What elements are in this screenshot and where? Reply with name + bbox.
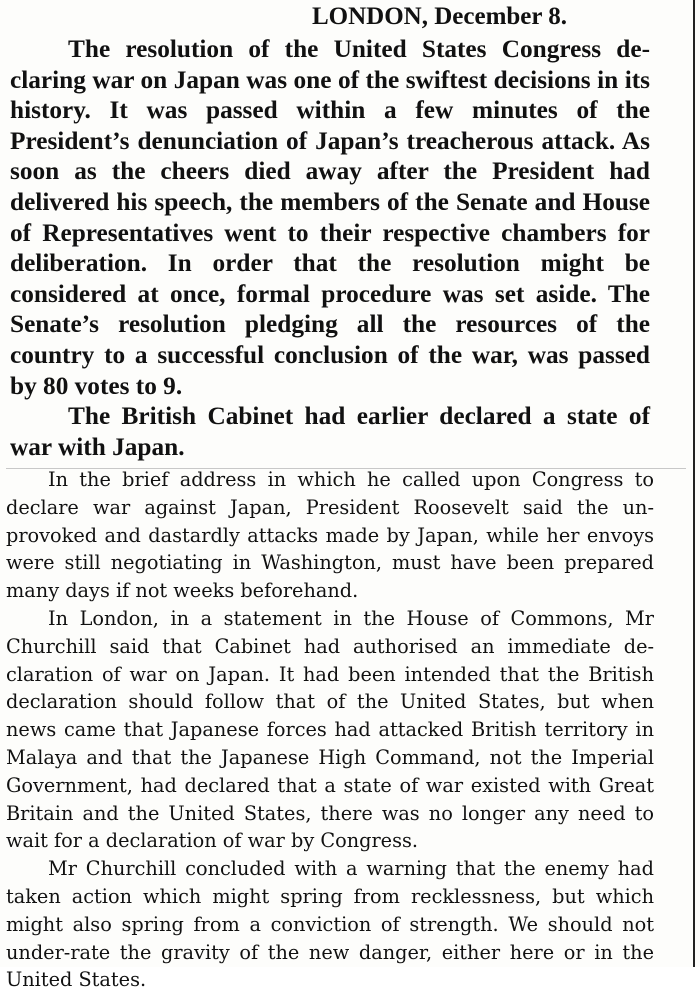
- lead-paragraph: The resolution of the United States Congress declaring war on Japan was one of the swiftest decisions in its history. It was passed within a few minutes of the President’s denunciation of Japan’s treacherous attack. As soon as the cheers died away after the President had delivered his speech, the members of the Senate and House of Representatives went to their respective chambers for deliberation. In order that the resolution might be considered at once, formal procedure was set aside. The Senate’s resolution pledging all the resources of the country to a successful conclusion of the war, was passed by 80 votes to 9.: [10, 35, 650, 400]
- body-section: [6, 466, 654, 994]
- body-paragraph: Mr Churchill concluded with a warning that the enemy had taken action which might spring from recklessness, but which might also spring from a conviction of strength. We should not under-rate the gravity of the new danger, either here or in the United States.: [6, 857, 654, 992]
- lead-section: [10, 34, 650, 462]
- column-edge-rule: [693, 0, 695, 967]
- dateline: LONDON, December 8.: [312, 3, 568, 30]
- body-paragraph: In the brief address in which he called upon Congress to declare war against Japan, President Roosevelt said the unprovoked and dastardly attacks made by Japan, while her envoys were still negotiating in Washington, must have been prepared many days if not weeks beforehand.: [6, 468, 654, 603]
- body-paragraph: In London, in a statement in the House of Commons, Mr Churchill said that Cabinet had authorised an immediate declaration of war on Japan. It had been intended that the British declaration should follow that of the United States, but when news came that Japanese forces had attacked British territory in Malaya and that the Japanese High Command, not the Imperial Government, had declared that a state of war existed with Great Britain and the United States, there was no longer any need to wait for a declaration of war by Congress.: [6, 606, 654, 853]
- lead-paragraph: The British Cabinet had earlier declared a state of war with Japan.: [10, 402, 650, 461]
